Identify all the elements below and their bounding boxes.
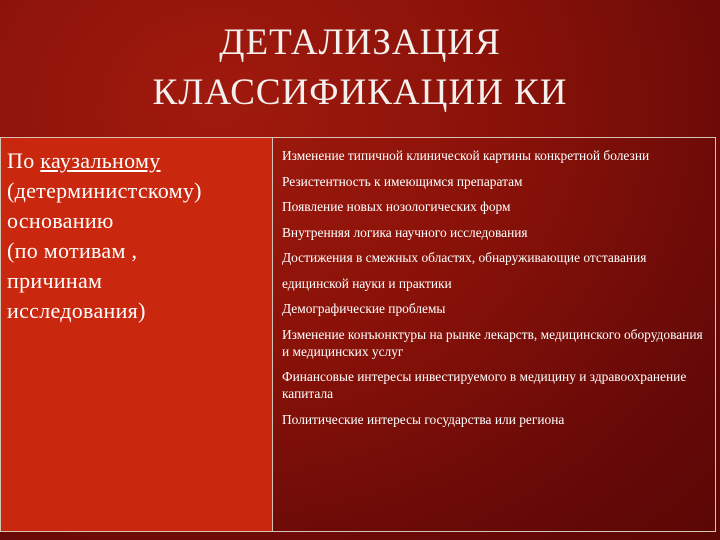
- list-item: Демографические проблемы: [282, 301, 446, 316]
- list-item: едицинской науки и практики: [282, 275, 452, 291]
- list-item: Достижения в смежных областях, обнаруживающие отставания: [282, 250, 647, 265]
- list-item: Резистентность к имеющимся препаратам: [282, 173, 523, 189]
- list-item: Внутренняя логика научного исследования: [282, 224, 528, 240]
- list-item: Появление новых нозологических форм: [282, 199, 511, 214]
- slide-title-line-2: КЛАССИФИКАЦИИ КИ: [152, 72, 568, 113]
- category-line-4: (по мотивам ,: [7, 238, 138, 263]
- category-line-1: [7, 146, 266, 176]
- list-item: Политические интересы государства или региона: [282, 411, 565, 427]
- classification-table: [0, 137, 716, 532]
- category-line-3: основанию: [7, 208, 114, 233]
- reasons-list: [282, 147, 705, 428]
- list-item: Изменение типичной клинической картины конкретной болезни: [282, 148, 650, 163]
- category-line-5: причинам: [7, 268, 103, 293]
- category-underlined-word: каузальному: [40, 148, 161, 173]
- category-line-2: (детерминистскому): [7, 178, 202, 203]
- slide-title-line-1: ДЕТАЛИЗАЦИЯ: [219, 22, 501, 63]
- category-cell: [1, 138, 273, 531]
- list-item: Изменение конъюнктуры на рынке лекарств, медицинского оборудования и медицинских услуг: [282, 326, 703, 359]
- list-item: Финансовые интересы инвестируемого в медицину и здравоохранение капитала: [282, 369, 687, 401]
- reasons-cell: [273, 138, 715, 531]
- slide-title: [0, 18, 720, 118]
- category-prefix: По: [7, 148, 41, 173]
- category-line-6: исследования): [7, 298, 146, 323]
